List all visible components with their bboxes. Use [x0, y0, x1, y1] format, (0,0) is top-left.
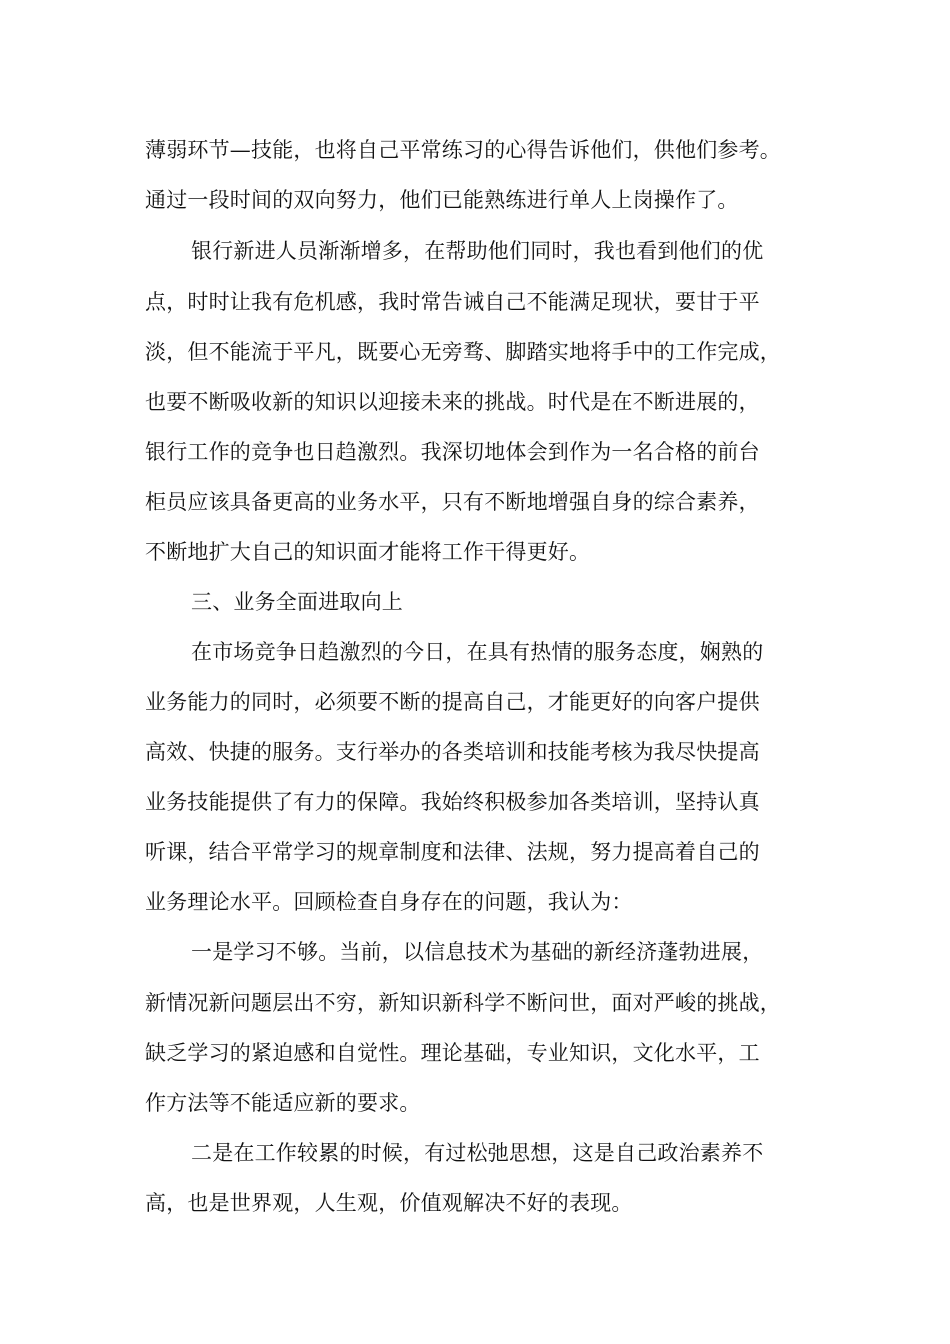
- text-line: 作方法等不能适应新的要求。: [145, 1091, 421, 1115]
- section-heading: 三、业务全面进取向上: [191, 590, 403, 614]
- text-line: 银行工作的竞争也日趋激烈。我深切地体会到作为一名合格的前台: [145, 440, 760, 464]
- text-line: 听课，结合平常学习的规章制度和法律、法规，努力提高着自己的: [145, 840, 760, 864]
- text-line: 缺乏学习的紧迫感和自觉性。理论基础，专业知识，文化水平，工: [145, 1041, 760, 1065]
- text-line: 新情况新问题层出不穷，新知识新科学不断问世，面对严峻的挑战，: [145, 991, 781, 1015]
- text-line: 也要不断吸收新的知识以迎接未来的挑战。时代是在不断进展的，: [145, 390, 760, 414]
- text-line: 高效、快捷的服务。支行举办的各类培训和技能考核为我尽快提高: [145, 740, 760, 764]
- text-line: 柜员应该具备更高的业务水平，只有不断地增强自身的综合素养，: [145, 490, 760, 514]
- paragraph-start-line: 二是在工作较累的时候，有过松弛思想，这是自己政治素养不: [191, 1141, 764, 1165]
- paragraph-start-line: 一是学习不够。当前，以信息技术为基础的新经济蓬勃进展，: [191, 940, 764, 964]
- text-line: 淡，但不能流于平凡，既要心无旁骛、脚踏实地将手中的工作完成，: [145, 340, 781, 364]
- text-line: 点，时时让我有危机感，我时常告诫自己不能满足现状，要甘于平: [145, 290, 760, 314]
- text-line: 不断地扩大自己的知识面才能将工作干得更好。: [145, 540, 591, 564]
- text-line: 薄弱环节—技能，也将自己平常练习的心得告诉他们，供他们参考。: [145, 138, 781, 162]
- text-line: 业务技能提供了有力的保障。我始终积极参加各类培训，坚持认真: [145, 790, 760, 814]
- text-line: 业务理论水平。回顾检查自身存在的问题，我认为：: [145, 890, 633, 914]
- paragraph-start-line: 银行新进人员渐渐增多，在帮助他们同时，我也看到他们的优: [191, 239, 764, 263]
- text-line: 通过一段时间的双向努力，他们已能熟练进行单人上岗操作了。: [145, 188, 739, 212]
- text-line: 业务能力的同时，必须要不断的提高自己，才能更好的向客户提供: [145, 690, 760, 714]
- paragraph-start-line: 在市场竞争日趋激烈的今日，在具有热情的服务态度，娴熟的: [191, 640, 764, 664]
- text-line: 高，也是世界观，人生观，价值观解决不好的表现。: [145, 1191, 633, 1215]
